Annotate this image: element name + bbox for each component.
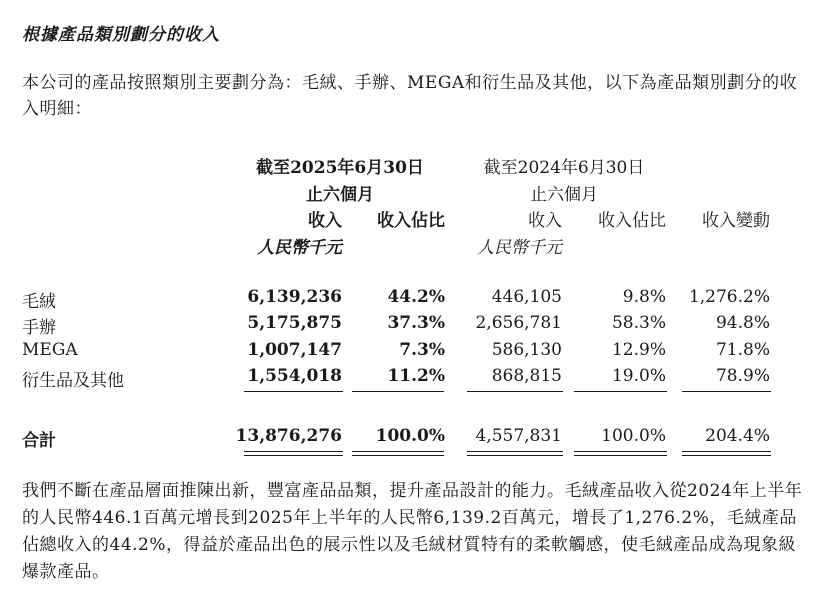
total-double-rule <box>467 451 563 456</box>
total-share-2024: 100.0% <box>601 426 666 446</box>
total-change: 204.4% <box>705 426 770 446</box>
share-2024: 58.3% <box>611 313 666 333</box>
rev-2024: 446,105 <box>491 287 562 307</box>
share-2025: 44.2% <box>387 287 445 307</box>
section-heading: 根據產品類別劃分的收入 <box>22 25 220 45</box>
period-2025-line1: 截至2025年6月30日 <box>256 158 424 178</box>
rev-2024: 2,656,781 <box>475 313 562 333</box>
total-label: 合計 <box>22 431 56 451</box>
rev-2025: 1,007,147 <box>247 340 342 360</box>
total-double-rule <box>682 451 771 456</box>
change: 78.9% <box>715 366 770 386</box>
subtotal-rule <box>682 391 771 392</box>
change: 94.8% <box>715 313 770 333</box>
intro-paragraph: 本公司的產品按照類別主要劃分為：毛絨、手辦、MEGA和衍生品及其他，以下為產品類別劃分的收入明細： <box>22 73 798 119</box>
outro-paragraph: 我們不斷在產品層面推陳出新，豐富產品品類，提升產品設計的能力。毛絨產品收入從2024年上半年的人民幣446.1百萬元增長到2025年上半年的人民幣6,139.2百萬元，增長了1,276.2%，毛絨產品佔總收入的44.2%，得益於產品出色的展示性以及毛絨材質特有的柔軟觸感，使毛絨產品成為現象級爆款產品。 <box>22 481 803 582</box>
rev-2024: 586,130 <box>491 340 562 360</box>
subtotal-rule <box>352 391 444 392</box>
row-label: 毛絨 <box>22 292 56 312</box>
subtotal-rule <box>244 391 343 392</box>
col-share-2024: 收入佔比 <box>598 211 666 231</box>
change: 1,276.2% <box>688 287 770 307</box>
total-rev-2024: 4,557,831 <box>475 426 562 446</box>
col-revenue-2024: 收入 <box>528 211 562 231</box>
subtotal-rule <box>467 391 563 392</box>
rev-2025: 1,554,018 <box>247 366 342 386</box>
change: 71.8% <box>715 340 770 360</box>
share-2024: 9.8% <box>622 287 666 307</box>
total-double-rule <box>574 451 667 456</box>
rev-2025: 6,139,236 <box>247 287 342 307</box>
col-revenue-2025: 收入 <box>308 211 342 231</box>
rev-2024: 868,815 <box>491 366 562 386</box>
col-share-2025: 收入佔比 <box>377 211 445 231</box>
period-2024-line2: 止六個月 <box>530 185 598 205</box>
total-double-rule <box>244 451 343 456</box>
period-2025-line2: 止六個月 <box>306 185 374 205</box>
col-change: 收入變動 <box>702 211 770 231</box>
share-2025: 37.3% <box>387 313 445 333</box>
row-label: MEGA <box>22 340 78 360</box>
unit-2024: 人民幣千元 <box>477 238 562 258</box>
rev-2025: 5,175,875 <box>247 313 342 333</box>
subtotal-rule <box>574 391 667 392</box>
total-double-rule <box>352 451 444 456</box>
total-rev-2025: 13,876,276 <box>235 426 342 446</box>
row-label: 衍生品及其他 <box>22 371 124 391</box>
share-2025: 11.2% <box>387 366 445 386</box>
share-2024: 19.0% <box>611 366 666 386</box>
share-2025: 7.3% <box>399 340 445 360</box>
period-2024-line1: 截至2024年6月30日 <box>483 158 645 178</box>
row-label: 手辦 <box>22 318 56 338</box>
total-share-2025: 100.0% <box>375 426 445 446</box>
share-2024: 12.9% <box>611 340 666 360</box>
unit-2025: 人民幣千元 <box>257 238 342 258</box>
